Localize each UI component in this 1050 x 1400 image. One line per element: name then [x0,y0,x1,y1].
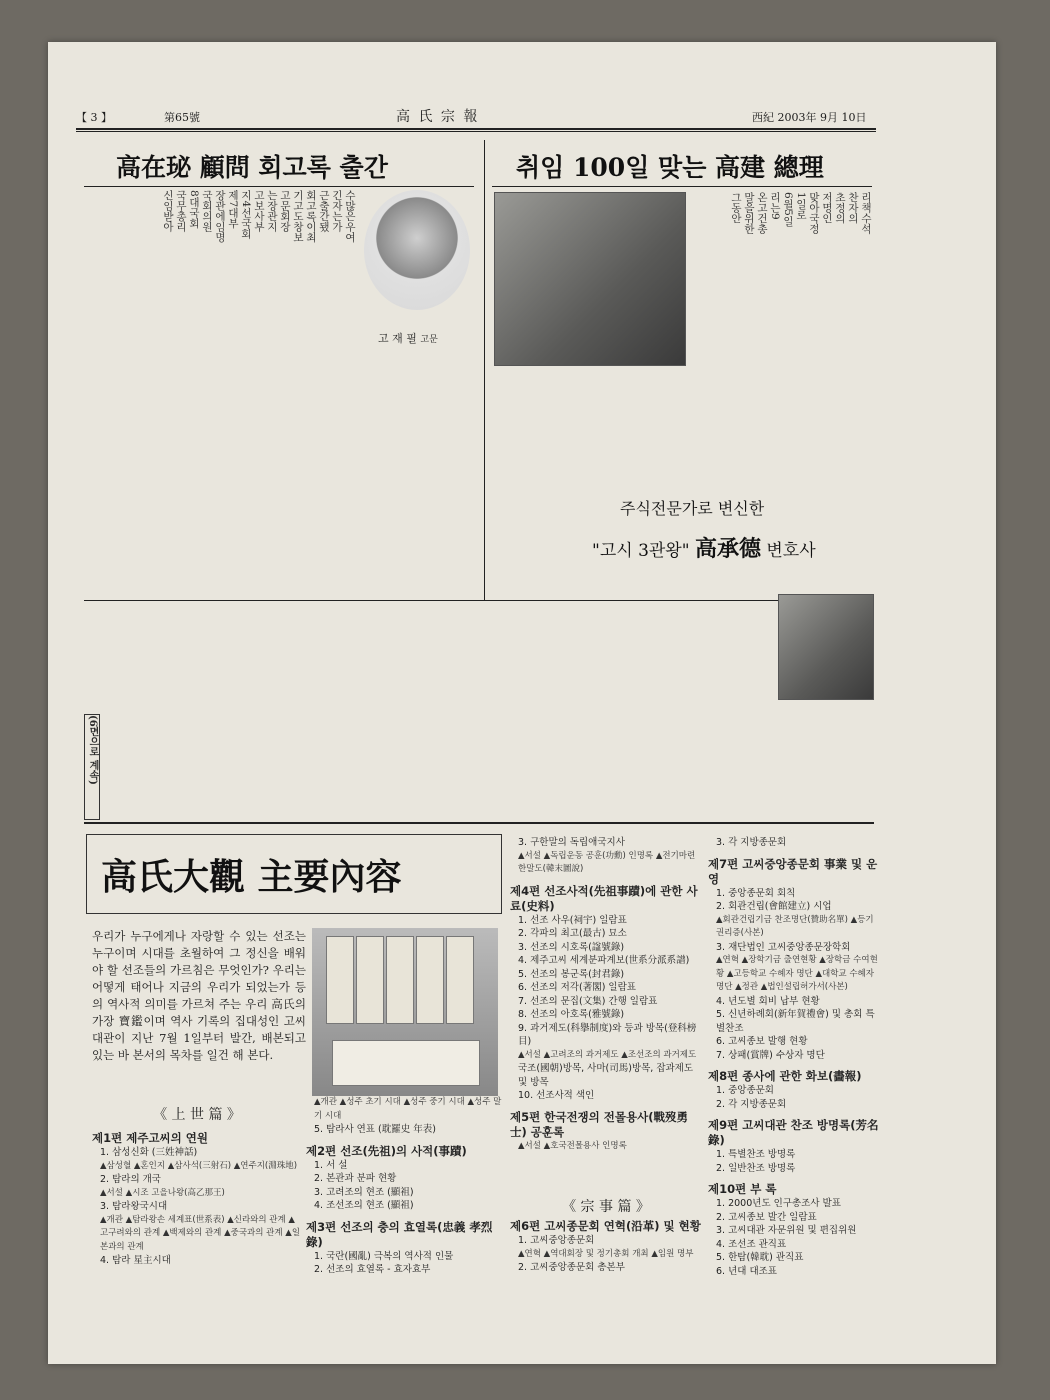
article2-body-top [690,192,872,364]
body-column: 근출간됐 [318,190,330,232]
article1-rule [84,186,474,187]
toc-item: 1. 국란(國亂) 극복의 역사적 인물 [314,1250,454,1262]
toc-item: 2. 일반찬조 방명록 [716,1162,796,1174]
issue-number: 第65號 [164,111,200,124]
body-column: 는장관지 [266,190,278,232]
toc-section-heading: 제6편 고씨종문회 연혁(沿革) 및 현황 [510,1219,701,1233]
toc-item: 1. 중앙종문회 [716,1085,774,1096]
toc-item: 2. 각파의 최고(最古) 묘소 [518,928,627,939]
toc-item: 3. 재단법인 고씨중앙종문장학회 [716,941,851,953]
toc-item: 국조(國朝)방목, 사마(司馬)방목, 잡과제도 및 방목 [518,1063,694,1088]
article3-title-suffix: 변호사 [766,541,816,561]
toc-column-3b [510,1212,702,1275]
toc-item: 5. 선조의 봉군록(封君錄) [518,968,625,980]
caption-name: 고 재 필 [378,332,417,345]
article3-title-prefix: "고시 3관왕" [592,541,690,561]
toc-sub-item: ▲회관건립기금 찬조명단(贊助名單) ▲등기권리증(사본) [716,914,874,938]
toc-item: 2. 본관과 분파 현황 [314,1173,397,1184]
toc-item: 3. 고씨대관 자문위원 및 편집위원 [716,1225,857,1236]
toc-sub-item: ▲서설 ▲시조 고을나왕(高乙那王) [100,1187,225,1198]
toc-item: 3. 각 지방종문회 [716,837,787,848]
toc-item: 1. 삼성신화 (三姓神話) [100,1147,198,1158]
toc-item: 4. 년도별 회비 납부 현황 [716,995,820,1007]
body-column: 저명인 [821,192,833,224]
body-column: 맞아국정 [808,192,820,234]
article2-photo [494,192,686,366]
body-column: 회고록이최 [305,190,317,243]
masthead [76,106,876,128]
bottom-section-rule [84,822,874,824]
toc-item: 1. 고씨중앙종문회 [518,1235,595,1246]
body-column: 초정의 [834,192,846,224]
toc-item: 4. 제주고씨 세계분파계보(世系分派系譜) [518,955,690,966]
gosi-title-box [86,834,502,914]
toc-item: 1. 선조 사우(祠宇) 일람표 [518,914,627,926]
section-upper-title: 《 上 世 篇 》 [153,1107,241,1123]
toc-item: 5. 한탐(韓耽) 관직표 [716,1252,804,1263]
toc-item: 2. 회관건립(會館建立) 시업 [716,901,832,912]
body-column: 고문회장 [279,190,291,232]
paper-name: 高 氏 宗 報 [396,109,480,125]
body-column: 제7대부 [227,190,239,229]
article3-kicker: 주식전문가로 변신한 [620,499,765,518]
body-column: 긴자는가 [331,190,343,232]
issue-date: 西紀 2003年 9月 10日 [752,111,867,124]
toc-section-heading: 제8편 종사에 관한 화보(畵報) [708,1069,862,1083]
toc-item: 2. 고씨종보 발간 일람표 [716,1211,817,1223]
body-column: 수많은우여 [344,190,356,243]
toc-item: 1. 특별찬조 방명록 [716,1149,796,1160]
toc-item: 3. 선조의 시호록(諡號錄) [518,941,625,953]
article1-body-top [86,190,356,310]
body-column: 국무총리 [175,190,187,232]
body-column: 온고건총 [756,192,768,234]
toc-item: 6. 년대 대조표 [716,1265,777,1277]
body-column: 그동안 [730,192,742,224]
body-column: 찬자의 [847,192,859,224]
toc-sub-item: ▲서설 ▲호국전몰용사 인명록 [518,1140,627,1151]
toc-section-heading: 제3편 선조의 충의 효열록(忠義 孝烈錄) [306,1219,493,1249]
toc-section-heading: 제7편 고씨중앙종문회 事業 및 운영 [708,856,878,886]
toc-column-4 [708,836,880,1278]
toc-item: 5. 탐라사 연표 (耽羅史 年表) [314,1124,436,1135]
toc-item: 9. 과거제도(科擧制度)와 등과 방목(登科榜目) [518,1022,697,1047]
toc-section-heading: 제9편 고씨대관 찬조 방명록(芳名錄) [708,1118,879,1147]
toc-sub-item: ▲연혁 ▲장학기금 출연현황 ▲장학금 수여현황 ▲고등학교 수혜자 명단 ▲대학교 수혜자 명단 ▲정관 ▲법인설립허가서(사본) [716,955,878,992]
article3-body [84,604,774,704]
toc-item: 2. 고씨중앙종문회 총본부 [518,1262,625,1273]
body-column: 고보사부 [253,190,265,232]
toc-item: 1. 2000년도 인구총조사 발표 [716,1198,841,1209]
body-column: 리는9 [769,192,781,220]
toc-column-3 [510,836,702,1153]
body-column: 말을위한 [743,192,755,234]
toc-item: 4. 조선조 관직표 [716,1238,787,1250]
article2-rule [492,186,872,187]
article1-caption [378,330,438,346]
toc-item: 7. 상패(賞牌) 수상자 명단 [716,1049,825,1061]
article3-photo [778,594,874,700]
toc-sub-item: ▲서설 ▲고려조의 과거제도 ▲조선조의 과거제도 [518,1049,697,1060]
gosi-books-photo [312,928,498,1096]
toc-item: 1. 서 설 [314,1159,348,1171]
toc-column-2 [306,1096,502,1277]
article1-headline: 高在珌 顧問 회고록 출간 [116,153,388,182]
article3-body-left [494,484,586,596]
toc-column-1 [92,1124,302,1268]
toc-section-heading: 제5편 한국전쟁의 전몰용사(戰歿勇士) 공훈록 [510,1109,688,1139]
toc-item: 5. 신년하례회(新年賀禮會) 및 총회 특별찬조 [716,1009,875,1034]
article2-headline: 취임 100일 맞는 高建 總理 [516,153,824,182]
caption-role: 고문 [420,335,438,345]
toc-item: 4. 조선조의 현조 (顯祖) [314,1200,414,1211]
toc-item: 8. 선조의 아호록(雅號錄) [518,1009,625,1020]
toc-sub-item: ▲서설 ▲독립운동 공훈(功勳) 인명록 ▲전기마련 한말도(韓末圖說) [518,850,696,874]
toc-item: 6. 고씨종보 발행 현황 [716,1036,808,1047]
toc-sub-item: ▲개관 ▲탐라왕손 세계표(世系表) ▲신라와의 관계 ▲고구려와의 관계 ▲백제와의 관계 ▲중국과의 관계 ▲일본과의 관계 [100,1214,301,1252]
section-rule [84,600,874,601]
toc-item: 3. 고려조의 현조 (顯祖) [314,1186,414,1198]
article3-headline [592,532,816,563]
body-column: 리책수석 [860,192,872,234]
toc-section-heading: 제2편 선조(先祖)의 사적(事蹟) [306,1143,467,1158]
toc-item: 3. 구한말의 독립애국지사 [518,837,625,848]
toc-item: 10. 선조사적 색인 [518,1090,595,1101]
body-column: 국회의원 [201,190,213,232]
toc-item: 2. 선조의 효열록 - 효자효부 [314,1264,431,1275]
toc-item: 2. 탐라의 개국 [100,1174,161,1185]
toc-item: 3. 탐라왕국시대 [100,1201,168,1212]
toc-section-heading: 제10편 부 록 [708,1182,777,1196]
body-column: 신임받아 [162,190,174,232]
masthead-rule-thin [76,131,876,132]
toc-section-heading: 제1편 제주고씨의 연원 [92,1131,208,1145]
body-column: 8대국회 [188,190,200,229]
toc-sub-item: ▲개관 ▲성주 초기 시대 ▲성주 중기 시대 ▲성주 말기 시대 [314,1097,502,1121]
toc-sub-item: ▲삼성혈 ▲혼인지 ▲삼사석(三射石) ▲연주지(淵珠地) [100,1160,298,1171]
section-jongsa-title: 《 宗 事 篇 》 [562,1199,650,1215]
toc-item: 7. 선조의 문집(文集) 간행 일람표 [518,995,658,1007]
body-column: 1일로 [795,192,807,220]
toc-section-heading: 제4편 선조사적(先祖事蹟)에 관한 사료(史料) [510,883,698,913]
toc-item: 2. 각 지방종문회 [716,1098,787,1110]
article1-body-bottom [86,366,476,596]
gosi-intro: 우리가 누구에게나 자랑할 수 있는 선조는 누구이며 시대를 초월하여 그 정신을 배워야 할 선조들의 가르침은 무엇인가? 우리는 어떻게 태어나 지금의 우리가 되었는가 등의 역사적 의미를 가르쳐 주는 우리 高氏의 가장 寶鑑이며 역사 기록의 집대성인 고씨대관이 지난 7월 1일부터 발간, 배본되고 있는 바 본서의 목차를 일건 해 본다. [92,929,306,1062]
masthead-rule [76,128,876,130]
article1-portrait [364,190,470,310]
toc-item: 4. 탐라 星主시대 [100,1255,171,1266]
body-column: 기고도창보 [292,190,304,243]
toc-item: 1. 중앙종문회 회칙 [716,887,796,899]
column-divider [484,140,485,600]
gosi-title: 高氏大觀 主要內容 [101,856,402,898]
article3-title-name: 高承德 [694,536,761,562]
toc-item: 6. 선조의 저각(著閣) 일람표 [518,982,636,993]
article2-body-mid [494,370,872,478]
continued-note: (6면으로 계속) [84,714,100,820]
toc-sub-item: ▲연혁 ▲역대회장 및 정기총회 개최 ▲임원 명부 [518,1248,694,1259]
body-column: 지4선국회 [240,190,252,239]
article3-body-lower [100,710,872,818]
page-number: 【 3 】 [76,111,112,124]
body-column: 6월5일 [782,192,794,227]
body-column: 장관에임명 [214,190,226,243]
